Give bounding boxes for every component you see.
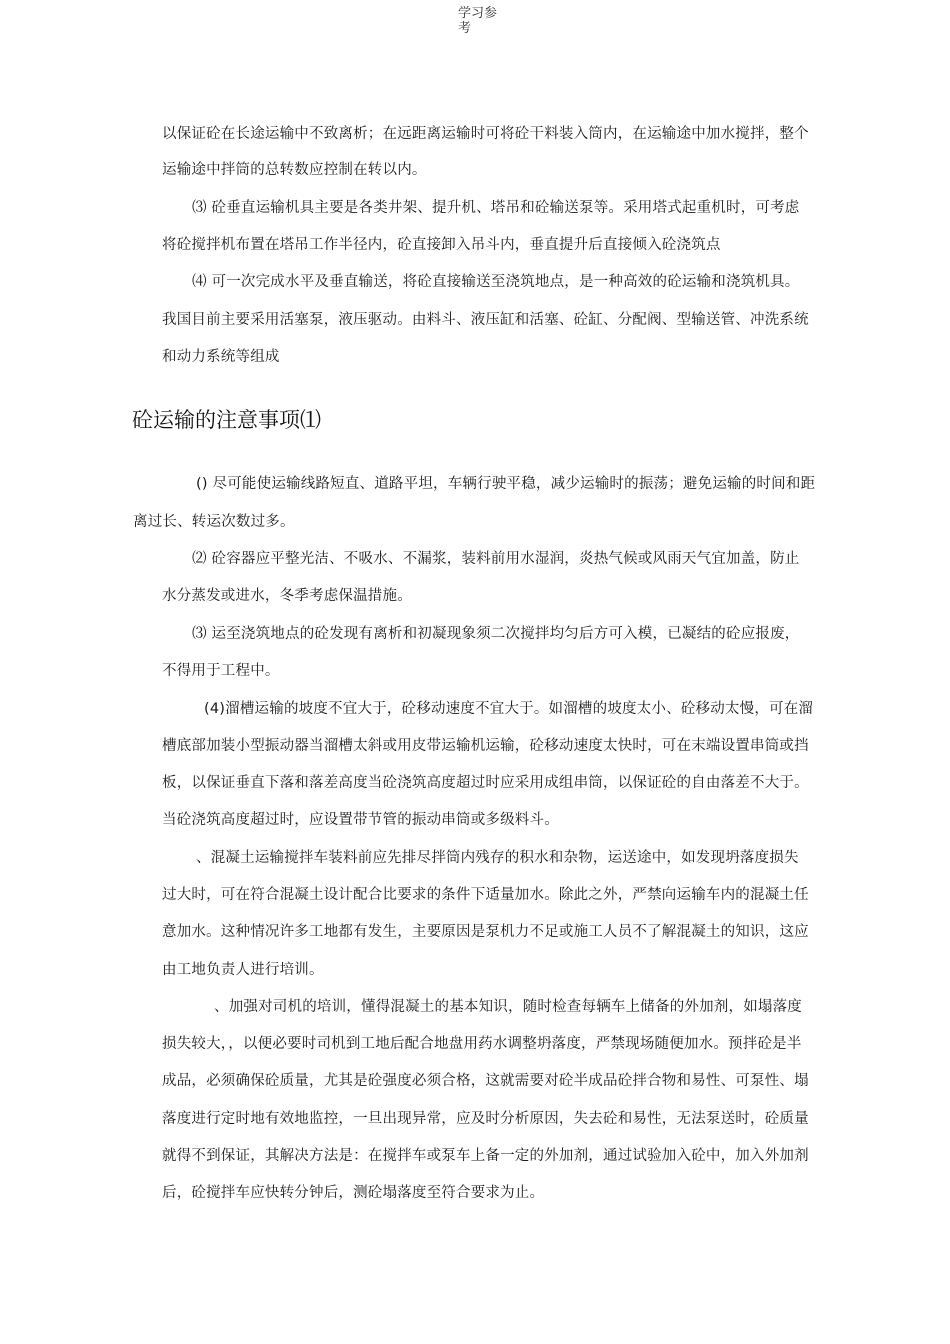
- section-title: 砼运输的注意事项⑴: [132, 408, 321, 432]
- text-line: 损失较大，，以便必要时司机到工地后配合地盘用药水调整坍落度，严禁现场随便加水。预拌砼是半: [162, 1036, 802, 1052]
- text-line: 落度进行定时地有效地监控，一旦出现异常，应及时分析原因，失去砼和易性，无法泵送时，砼质量: [162, 1111, 809, 1127]
- text-line: 离过长、转运次数过多。: [133, 514, 295, 530]
- text-line: 、混凝土运输搅拌车装料前应先排尽拌筒内残存的积水和杂物，运送途中，如发现坍落度损失: [196, 850, 799, 866]
- text-line: 由工地负责人进行培训。: [162, 962, 324, 978]
- text-line: 就得不到保证，其解决方法是：在搅拌车或泵车上备一定的外加剂，通过试验加入砼中，加入外加剂: [162, 1148, 809, 1164]
- text-line: ⑶ 砼垂直运输机具主要是各类井架、提升机、塔吊和砼输送泵等。采用塔式起重机时，可考虑: [192, 200, 800, 216]
- text-line: ⑶ 运至浇筑地点的砼发现有离析和初凝现象须二次搅拌均匀后方可入模，已凝结的砼应报废，: [192, 626, 800, 642]
- header-line-1: 学习参: [458, 6, 498, 21]
- text-line: 后，砼搅拌车应快转分钟后，测砼塌落度至符合要求为止。: [162, 1185, 545, 1201]
- text-line: ⑵ 砼容器应平整光洁、不吸水、不漏浆，装料前用水湿润，炎热气候或风雨天气宜加盖，防止: [192, 551, 800, 567]
- text-line: 以保证砼在长途运输中不致离析；在远距离运输时可将砼干料装入筒内，在运输途中加水搅拌，整个: [162, 126, 809, 142]
- text-line: ⑷ 可一次完成水平及垂直输送，将砼直接输送至浇筑地点，是一种高效的砼运输和浇筑机具。: [192, 274, 800, 290]
- text-line: 成品，必须确保砼质量，尤其是砼强度必须合格，这就需要对砼半成品砼拌合物和易性、可泵性、塌: [162, 1073, 809, 1089]
- text-line: 和动力系统等组成: [162, 349, 280, 365]
- header-line-2: 考: [458, 21, 472, 36]
- text-line: 将砼搅拌机布置在塔吊工作半径内，砼直接卸入吊斗内，垂直提升后直接倾入砼浇筑点: [162, 237, 721, 253]
- text-line: 我国目前主要采用活塞泵，液压驱动。由料斗、液压缸和活塞、砼缸、分配阀、型输送管、冲洗系统: [162, 312, 809, 328]
- text-line: 意加水。这种情况许多工地都有发生，主要原因是泵机力不足或施工人员不了解混凝土的知识，这应: [162, 924, 809, 940]
- text-line: 不得用于工程中。: [162, 663, 280, 679]
- text-line: () 尽可能使运输线路短直、道路平坦，车辆行驶平稳，减少运输时的振荡；避免运输的时间和距: [196, 476, 816, 492]
- page-header: [458, 6, 508, 36]
- text-line: 当砼浇筑高度超过时，应设置带节管的振动串筒或多级料斗。: [162, 812, 559, 828]
- text-line: 过大时，可在符合混凝土设计配合比要求的条件下适量加水。除此之外，严禁向运输车内的混凝土任: [162, 887, 809, 903]
- text-line: (4)溜槽运输的坡度不宜大于，砼移动速度不宜大于。如溜槽的坡度太小、砼移动太慢，可在溜: [204, 701, 814, 717]
- text-line: 、加强对司机的培训，懂得混凝土的基本知识，随时检查每辆车上储备的外加剂，如塌落度: [214, 999, 802, 1015]
- text-line: 槽底部加装小型振动器当溜槽太斜或用皮带运输机运输，砼移动速度太快时，可在末端设置串筒或挡: [162, 738, 809, 754]
- text-line: 运输途中拌筒的总转数应控制在转以内。: [162, 162, 427, 178]
- text-line: 水分蒸发或进水，冬季考虑保温措施。: [162, 588, 412, 604]
- text-line: 板，以保证垂直下落和落差高度当砼浇筑高度超过时应采用成组串筒，以保证砼的自由落差不大于。: [162, 775, 809, 791]
